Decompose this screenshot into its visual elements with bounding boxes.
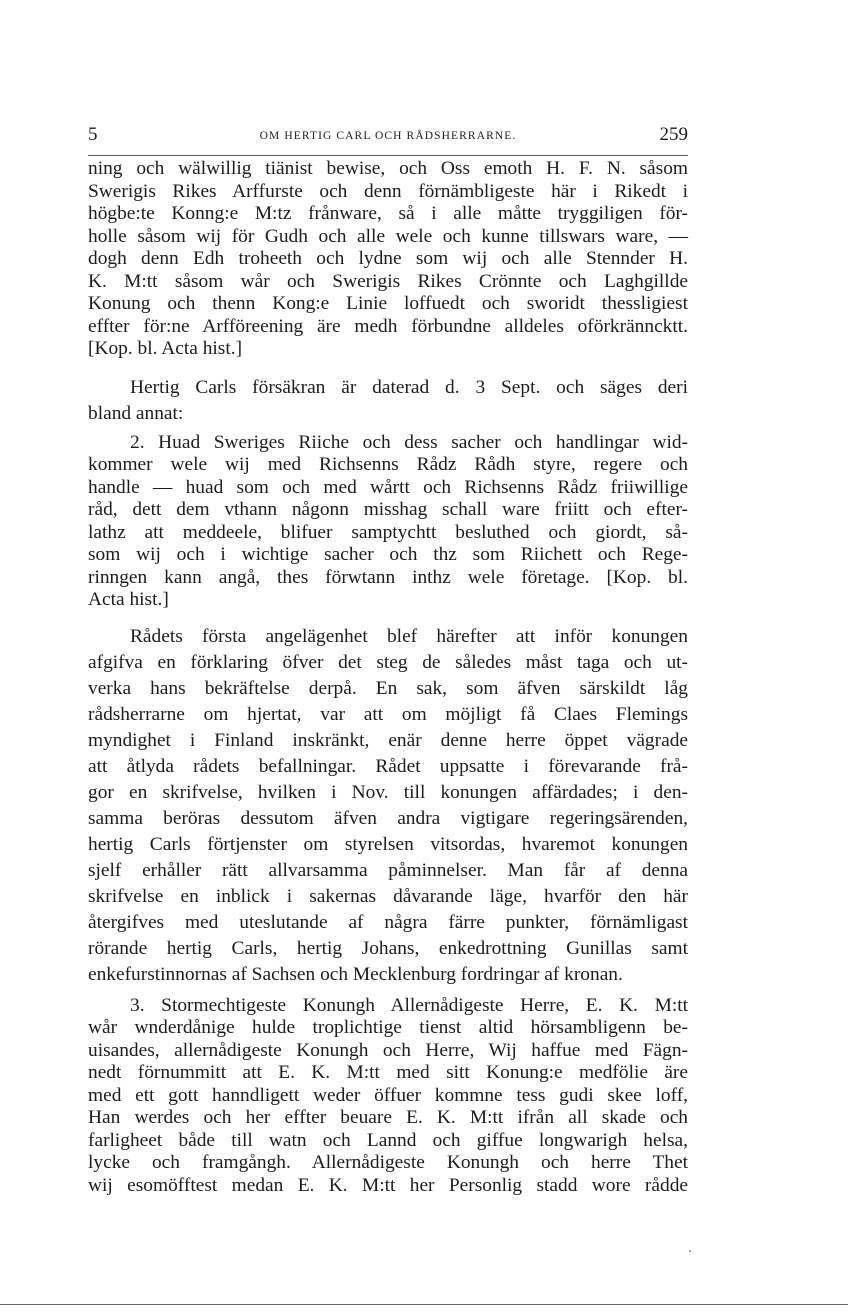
text-line: farligheet både till watn och Lannd och giffue longwarigh helsa, [88,1129,688,1151]
text-line: Hertig Carls försäkran är daterad d. 3 Sept. och säges deri [130,376,688,398]
quoted-passage-article-2 [88,432,688,612]
text-line: bland annat: [88,402,184,424]
text-line: lycke och framgångh. Allernådigeste Konungh och herre Thet [88,1152,688,1173]
text-line: sjelf erhåller rätt allvarsamma påminnelser. Man får af denna [88,859,688,881]
text-line: dogh denn Edh troheeth och lydne som wij och alle Stennder H. [88,248,688,269]
text-line: holle såsom wij för Gudh och alle wele och kunne tillswars ware, — [88,225,688,247]
text-line: Konung och thenn Kong:e Linie loffuedt och sworidt thessligiest [88,293,688,314]
text-line: råd, dett dem vthann någonn misshag schall ware friitt och efter- [88,499,688,520]
text-line: K. M:tt såsom wår och Swerigis Rikes Crönnte och Laghgillde [88,270,688,292]
text-line: wår wnderdånige hulde troplichtige tienst altid hörsambligenn be- [88,1017,688,1038]
text-line: högbe:te Konng:e M:tz frånware, så i alle måtte tryggiligen för- [88,203,688,224]
text-line: handle — huad som och med wårtt och Richsenns Rådz friiwillige [88,476,688,498]
text-line: ning och wälwillig tiänist bewise, och Oss emoth H. F. N. såsom [88,158,688,179]
text-line: skrifvelse en inblick i sakernas dåvarande läge, hvarför den här [88,885,688,907]
running-head [88,124,688,148]
text-line: verka hans bekräftelse derpå. En sak, som äfven särskildt låg [88,677,688,699]
text-line: rörande hertig Carls, hertig Johans, enkedrottning Gunillas samt [88,937,688,959]
text-line: återgifves med uteslutande af några färre punkter, förnämligast [88,911,688,933]
quoted-passage-oath [88,158,688,361]
text-line: gor en skrifvelse, hvilken i Nov. till konungen affärdades; i den- [88,781,688,803]
text-line: 3. Stormechtigeste Konungh Allernådigeste Herre, E. K. M:tt [130,994,688,1016]
text-line: med ett gott hanndligett weder öffuer kommne tess gudi skee loff, [88,1084,688,1106]
running-title: OM HERTIG CARL OCH RÅDSHERRARNE. [259,130,517,142]
text-line: Rådets första angelägenhet blef härefter att inför konungen [130,625,688,647]
text-line: hertig Carls förtjenster om styrelsen vitsordas, hvaremot konungen [88,833,688,855]
body-paragraph-council [88,624,688,988]
text-line: afgifva en förklaring öfver det steg de således måst taga och ut- [88,651,688,673]
header-rule [88,155,688,156]
text-line: rådsherrarne om hjertat, var att om möjligt få Claes Flemings [88,703,688,725]
text-line: 2. Huad Sweriges Riiche och dess sacher och handlingar wid- [130,431,688,453]
text-line: nedt förnummitt att E. K. M:tt med sitt Konung:e medfölie äre [88,1062,688,1083]
text-line: Swerigis Rikes Arffurste och denn förnämbligeste här i Rikedt i [88,180,688,202]
text-line: Han werdes och her effter beuare E. K. M:tt ifrån all skade och [88,1107,688,1128]
text-line: wij esomöfftest medan E. K. M:tt her Personlig stadd wore rådde [88,1174,688,1196]
text-line: [Kop. bl. Acta hist.] [88,338,243,359]
text-line: som wij och i wichtige sacher och thz som Riichett och Rege- [88,544,688,565]
signature-mark: 5 [88,124,98,145]
page-number: 259 [659,124,688,145]
text-line: kommer wele wij med Richsenns Rådz Rådh styre, regere och [88,454,688,475]
paper-speck [689,1250,691,1252]
scan-edge-line [0,1304,848,1305]
text-line: myndighet i Finland inskränkt, enär denne herre öppet vägrade [88,729,688,751]
text-line: enkefurstinnornas af Sachsen och Mecklenburg fordringar af kronan. [88,963,623,985]
text-line: samma beröras dessutom äfven andra vigtigare regeringsärenden, [88,807,688,829]
text-line: uisandes, allernådigeste Konungh och Herre, Wij haffue med Fägn- [88,1039,688,1061]
text-line: effter för:ne Arfföreening äre medh förbundne alldeles oförkränncktt. [88,315,688,337]
text-line: Acta hist.] [88,589,169,610]
text-line: rinngen kann angå, thes förwtann inthz wele företage. [Kop. bl. [88,566,688,588]
text-line: att åtlyda rådets befallningar. Rådet uppsatte i förevarande frå- [88,755,688,777]
quoted-passage-article-3 [88,995,688,1198]
body-paragraph-assurance [88,375,688,427]
text-line: lathz att meddeele, blifuer samptychtt besluthed och giordt, så- [88,521,688,543]
text-block [88,158,688,1197]
